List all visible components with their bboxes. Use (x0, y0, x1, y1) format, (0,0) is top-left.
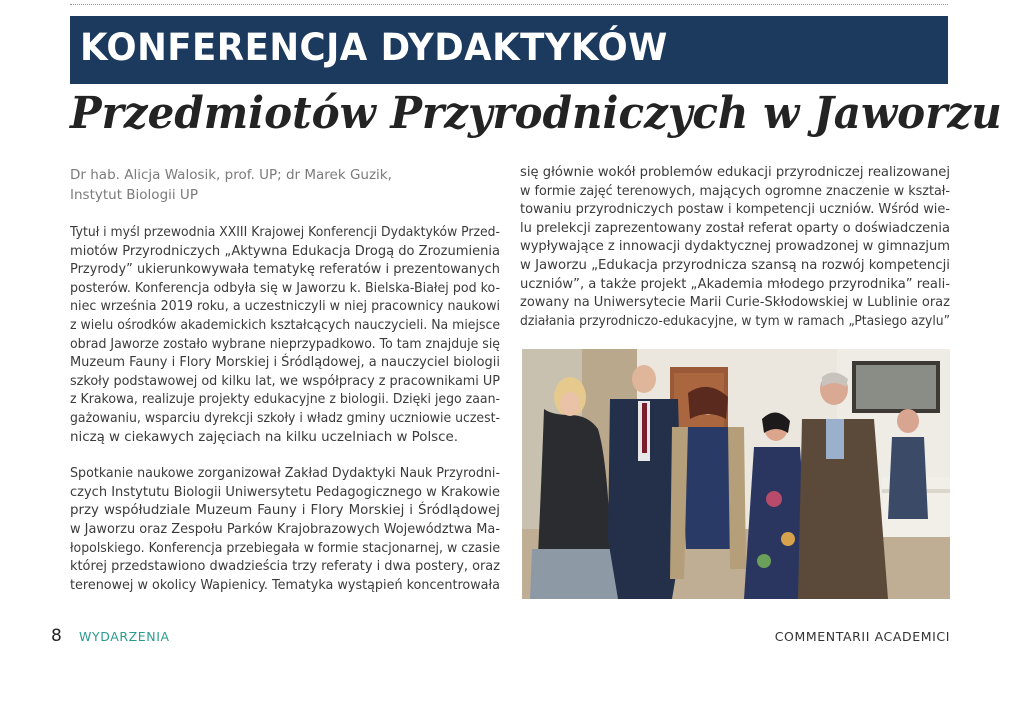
article-title: KONFERENCJA DYDAKTYKÓW (80, 26, 668, 69)
text-line: szkoły podstawowej od kilku lat, we współpracy z pracownikami UP (70, 373, 500, 389)
text-line: w formie zajęć terenowych, mających ogromne znaczenie w kształ- (520, 183, 951, 199)
author-line: Dr hab. Alicja Walosik, prof. UP; dr Marek Guzik, (70, 167, 392, 183)
text-line: towaniu przyrodniczych postaw i kompetencji uczniów. Wśród wie- (520, 202, 951, 218)
right-text-column (520, 164, 950, 331)
text-line: przy współudziale Muzeum Fauny i Flory Morskiej i Śródlądowej (70, 503, 500, 519)
text-line: Spotkanie naukowe zorganizował Zakład Dydaktyki Nauk Przyrodni- (70, 466, 501, 482)
page-number: 8 (51, 626, 62, 646)
text-line: niec września 2019 roku, a uczestniczyli w niej pracownicy naukowi (70, 299, 501, 315)
text-line: Tytuł i myśl przewodnia XXIII Krajowej Konferencji Dydaktyków Przed- (70, 225, 500, 240)
paragraph (70, 465, 500, 595)
text-line: miotów Przyrodniczych „Aktywna Edukacja Drogą do Zrozumienia (70, 243, 500, 259)
section-label: WYDARZENIA (79, 629, 170, 644)
text-line: działania przyrodniczo-edukacyjne, w tym w ramach „Ptasiego azylu” (520, 313, 950, 329)
author-byline (70, 165, 500, 205)
text-line: z wielu ośrodków akademickich kształcących nauczycieli. Na miejsce (70, 317, 501, 333)
text-line: lu prelekcji zaprezentowany został referat oparty o doświadczenia (520, 220, 950, 236)
title-banner (70, 16, 948, 84)
top-dotted-rule (70, 4, 948, 5)
text-line: w Jaworzu oraz Zespołu Parków Krajobrazowych Województwa Ma- (70, 521, 501, 537)
text-line: czych Instytutu Biologii Uniwersytetu Pedagogicznego w Krakowie (70, 484, 500, 500)
journal-name: COMMENTARII ACADEMICI (774, 629, 950, 644)
text-line: zowany na Uniwersytecie Marii Curie-Skłodowskiej w Lublinie oraz (520, 295, 950, 311)
paragraph (70, 224, 500, 447)
text-line: której przedstawiono dwadzieścia trzy referaty i dwa postery, oraz (70, 559, 500, 575)
text-line: terenowej w okolicy Wapienicy. Tematyka wystąpień koncentrowała (70, 577, 500, 593)
text-line: w Jaworzu „Edukacja przyrodnicza szansą na rozwój kompetencji (520, 257, 950, 273)
text-line: gażowaniu, wsparciu dyrekcji szkoły i władz gminy uczniowie uczest- (70, 410, 501, 426)
text-line: Przyrody” ukierunkowywała tematykę referatów i prezentowanych (70, 262, 500, 278)
text-line: uczniów”, a także projekt „Akademia młodego przyrodnika” reali- (520, 276, 951, 292)
text-line: się głównie wokół problemów edukacji przyrodniczej realizowanej (520, 165, 951, 180)
text-line: z Krakowa, realizuje projekty edukacyjne z biologii. Dzięki jego zaan- (70, 392, 501, 408)
text-line: Muzeum Fauny i Flory Morskiej i Śródlądowej, a nauczyciel biologii (70, 355, 501, 371)
text-line: wypływające z innowacji dydaktycznej prowadzonej w gimnazjum (520, 239, 951, 255)
author-line: Instytut Biologii UP (70, 187, 198, 203)
text-line: obrad Jaworze zostało wybrane nieprzypadkowo. To tam znajduje się (70, 336, 501, 352)
left-text-column (70, 224, 500, 595)
text-line: łopolskiego. Konferencja przebiegała w formie stacjonarnej, w czasie (70, 540, 501, 556)
conference-photo (522, 349, 950, 599)
text-line: posterów. Konferencja odbyła się w Jaworzu k. Bielska-Białej pod ko- (70, 280, 501, 296)
text-line: niczą w ciekawych zajęciach na kilku uczelniach w Polsce. (70, 429, 459, 445)
article-subtitle: Przedmiotów Przyrodniczych w Jaworzu (70, 88, 1002, 139)
paragraph (520, 164, 950, 331)
